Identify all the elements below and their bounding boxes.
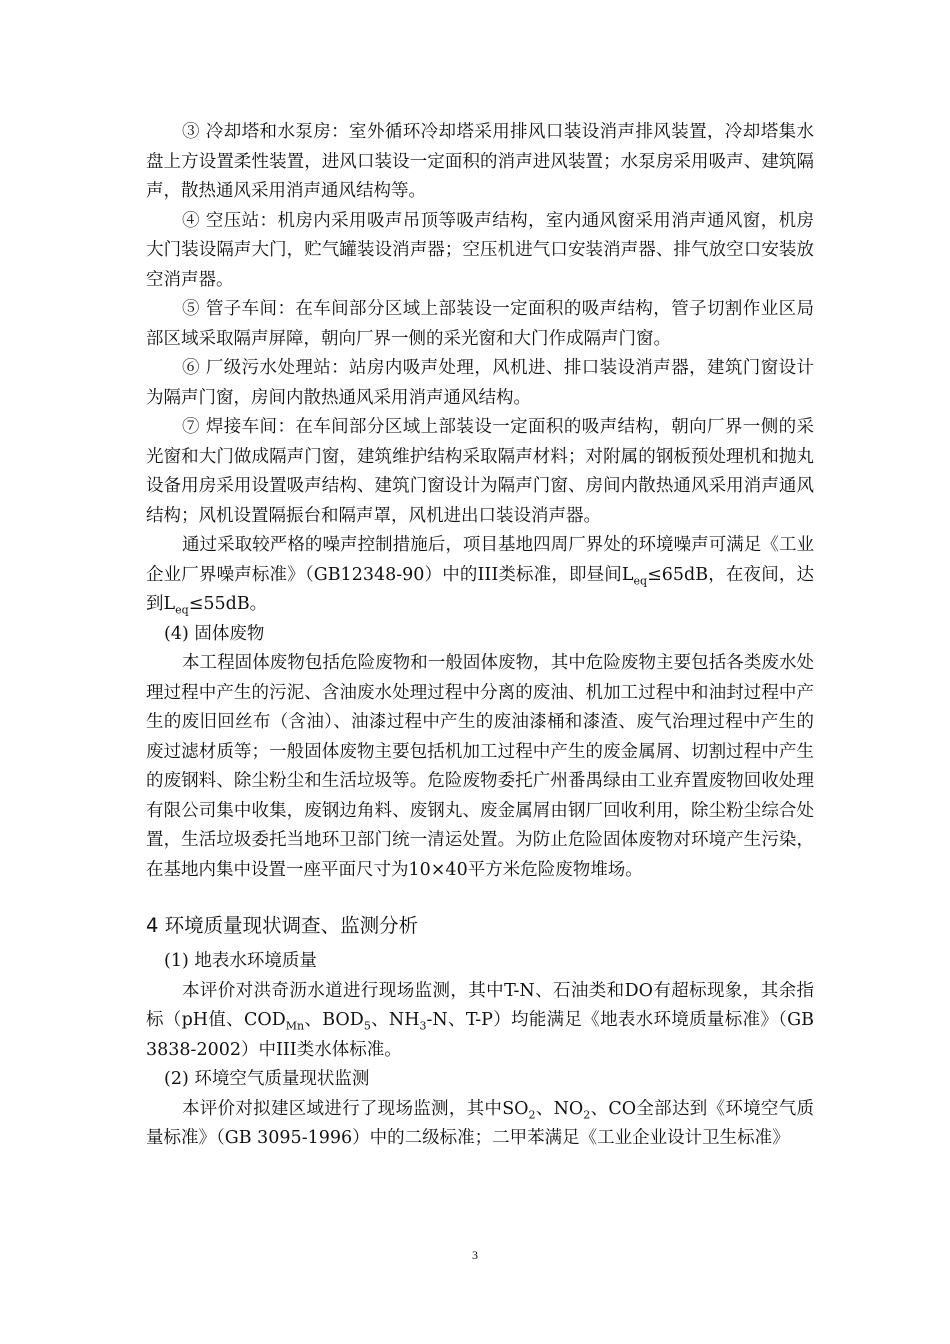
paragraph-air-compressor: ④ 空压站：机房内采用吸声吊顶等吸声结构，室内通风窗采用消声通风窗，机房大门装设隔声大门，贮气罐装设消声器；空压机进气口安装消声器、排气放空口安装放空消声器。	[146, 210, 814, 290]
air-quality-heading: (2) 环境空气质量现状监测	[164, 1069, 370, 1089]
document-body	[146, 118, 814, 1154]
page-number: 3	[472, 1248, 478, 1262]
section-4-title: 4 环境质量现状调查、监测分析	[146, 914, 419, 937]
paragraph-welding-workshop: ⑦ 焊接车间：在车间部分区域上部装设一定面积的吸声结构，朝向厂界一侧的采光窗和大门做成隔声门窗，建筑维护结构采取隔声材料；对附属的钢板预处理机和抛丸设备用房采用设置吸声结构、建筑门窗设计为隔声门窗、房间内散热通风采用消声通风结构；风机设置隔振台和隔声罩，风机进出口装设消声器。	[146, 417, 814, 526]
paragraph-air-quality: 本评价对拟建区域进行了现场监测，其中$SO_2$、$NO_2$、CO全部达到《环境空气质量标准》（GB 3095-1996）中的二级标准；二甲苯满足《工业企业设计卫生标准》	[146, 1098, 814, 1148]
solid-waste-heading: (4) 固体废物	[164, 623, 265, 644]
paragraph-cooling-tower: ③ 冷却塔和水泵房：室外循环冷却塔采用排风口装设消声排风装置，冷却塔集水盘上方设置柔性装置，进风口装设一定面积的消声进风装置；水泵房采用吸声、建筑隔声，散热通风采用消声通风结构等。	[146, 122, 814, 201]
surface-water-heading: (1) 地表水环境质量	[164, 951, 317, 971]
paragraph-noise-summary: 通过采取较严格的噪声控制措施后，项目基地四周厂界处的环境噪声可满足《工业企业厂界噪声标准》（GB12348-90）中的III类标准，即昼间$L_{eq}\le 65dB$，在夜间，达到$L_{eq}\le 55dB$。	[146, 535, 814, 617]
paragraph-sewage-station: ⑥ 厂级污水处理站：站房内吸声处理，风机进、排口装设消声器，建筑门窗设计为隔声门窗，房间内散热通风采用消声通风结构。	[146, 358, 814, 408]
paragraph-pipe-workshop: ⑤ 管子车间：在车间部分区域上部装设一定面积的吸声结构，管子切割作业区局部区域采取隔声屏障，朝向厂界一侧的采光窗和大门作成隔声门窗。	[146, 299, 814, 349]
paragraph-surface-water: 本评价对洪奇沥水道进行现场监测，其中T-N、石油类和DO有超标现象，其余指标（pH值、$COD_{Mn}$、$BOD_5$、$NH_3-N$、T-P）均能满足《地表水环境质量标准》（GB 3838-2002）中III类水体标准。	[146, 980, 815, 1060]
paragraph-solid-waste: 本工程固体废物包括危险废物和一般固体废物，其中危险废物主要包括各类废水处理过程中产生的污泥、含油废水处理过程中分离的废油、机加工过程中和油封过程中产生的废旧回丝布（含油）、油漆过程中产生的废油漆桶和漆渣、废气治理过程中产生的废过滤材质等；一般固体废物主要包括机加工过程中产生的废金属屑、切割过程中产生的废钢料、除尘粉尘和生活垃圾等。危险废物委托广州番禺绿由工业弃置废物回收处理有限公司集中收集，废钢边角料、废钢丸、废金属屑由钢厂回收利用，除尘粉尘综合处置，生活垃圾委托当地环卫部门统一清运处置。为防止危险固体废物对环境产生污染，在基地内集中设置一座平面尺寸为10×40平方米危险废物堆场。	[146, 653, 814, 880]
